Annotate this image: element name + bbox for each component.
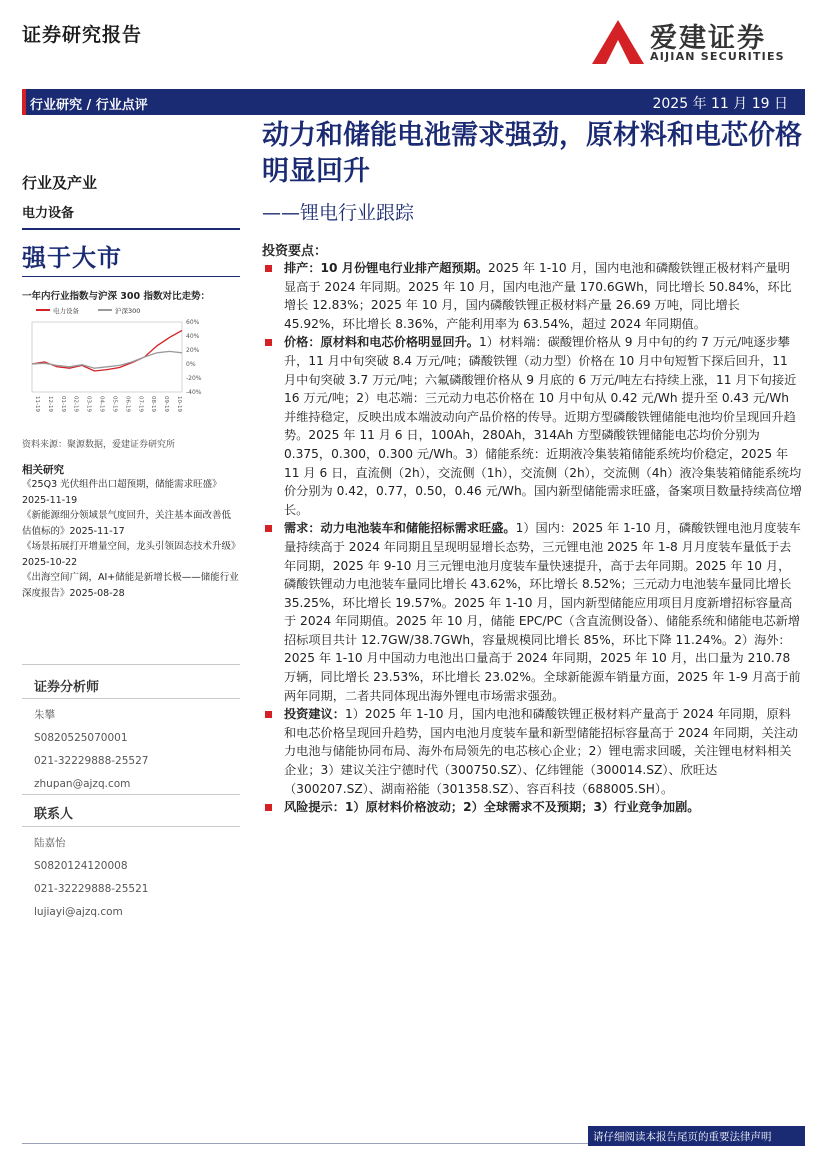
related-research-item[interactable]: 《出海空间广阔，AI+储能是新增长极——储能行业深度报告》2025-08-28	[22, 572, 239, 599]
analyst-phone: 021-32229888-25527	[34, 755, 149, 767]
related-research-heading: 相关研究	[22, 464, 64, 476]
divider	[22, 276, 240, 277]
analyst-info	[34, 704, 148, 796]
key-point	[262, 333, 802, 519]
x-tick-label: 05-19	[111, 396, 118, 412]
analyst-license: S0820525070001	[34, 732, 128, 744]
report-title: 动力和储能电池需求强劲，原材料和电芯价格明显回升	[262, 120, 802, 187]
y-tick-label: 20%	[186, 347, 200, 354]
key-point-body: 2025 年 1-10 月，国内电池和磷酸铁锂正极材料产量明显高于 2024 年同期。2025 年 10 月，国内电池产量 170.6GWh，同比增长 50.84%，环比增长 12.83%；2025 年 10 月，国内磷酸铁锂正极材料产量 26.69 万吨，同比增长 45.92%，环比增长 8.36%，产能利用率为 63.54%，超过 2024 年同期值。	[284, 261, 792, 331]
key-point-body: 1）材料端：碳酸锂价格从 9 月中旬的约 7 万元/吨逐步攀升，11 月中旬突破 8.4 万元/吨；磷酸铁锂（动力型）价格在 10 月中旬短暂下探后回升，11 月中旬突破 3.7 万元/吨；六氟磷酸锂价格从 9 月底的 6 万元/吨左右持续上涨，11 月下旬接近 16 万元/吨；2）电芯端：三元动力电芯价格在 10 月中旬从 0.42 元/Wh 提升至 0.43 元/Wh 并维持稳定，反映出成本端波动向产品价格的传导。近期方型磷酸铁锂储能电池均价呈现回升趋势。2025 年 11 月 6 日，100Ah，280Ah，314Ah 方型磷酸铁锂储能电芯均价分别为 0.375，0.300，0.300 元/Wh。3）储能系统：近期液冷集装箱储能系统均价稳定，2025 年 11 月 6 日，直流侧（2h），交流侧（1h），交流侧（2h），交流侧（4h）液冷集装箱储能系统均价分别为 0.42，0.77，0.50，0.46 元/Wh。国内新型储能需求旺盛，备案项目数量持续高位增长。	[284, 335, 802, 517]
related-research-item[interactable]: 《25Q3 光伏组件出口超预期，储能需求旺盛》2025-11-19	[22, 479, 222, 506]
contact-license: S0820124120008	[34, 860, 128, 872]
key-point-body: 1）国内：2025 年 1-10 月，磷酸铁锂电池月度装车量持续高于 2024 年同期且呈现明显增长态势，三元锂电池 2025 年 1-8 月月度装车量低于去年同期，2025 年 9-10 月三元锂电池月度装车量快速提升，高于去年同期。2025 年 10 月，磷酸铁锂动力电池装车量同比增长 43.62%，环比增长 8.52%；三元动力电池装车量同比增长 35.25%，环比增长 19.57%。2025 年 1-10 月，国内新型储能应用项目月度新增招标容量高于 2024 年同期值。2025 年 10 月，储能 EPC/PC（含直流侧设备）、储能系统和储能电芯新增招标项目共计 12.7GW/38.7GWh，容量规模同比增长 85%，环比下降 11.24%。2）海外：2025 年 1-10 月中国动力电池出口量高于 2024 年同期，2025 年 10 月，出口量为 210.78 万辆，同比增长 23.53%，环比增长 23.02%。全球新能源车销量方面，2025 年 1-9 月高于前两年同期，二者共同体现出海外锂电市场需求强劲。	[284, 521, 801, 703]
x-tick-label: 06-19	[124, 396, 131, 412]
key-point-lead: 投资建议：	[284, 707, 345, 722]
key-point-lead: 风险提示：1）原材料价格波动；2）全球需求不及预期；3）行业竞争加剧。	[284, 800, 700, 815]
key-points-heading: 投资要点：	[262, 244, 328, 259]
contact-name: 陆嘉怡	[34, 837, 66, 849]
rating: 强于大市	[22, 244, 122, 272]
chart-frame	[32, 322, 182, 392]
x-tick-label: 10-19	[176, 396, 182, 412]
y-tick-label: -20%	[186, 375, 202, 382]
divider	[22, 664, 240, 665]
contact-phone: 021-32229888-25521	[34, 883, 149, 895]
report-category: 行业研究 / 行业点评	[30, 98, 148, 113]
brand-name-cn: 爱建证券	[650, 23, 766, 54]
x-tick-label: 01-19	[59, 396, 66, 412]
brand-name-en: AIJIAN SECURITIES	[650, 50, 785, 63]
report-date: 2025 年 11 月 19 日	[652, 96, 788, 112]
header-bar-accent	[22, 89, 26, 115]
sector-label: 行业及产业	[22, 174, 98, 192]
x-tick-label: 04-19	[98, 396, 105, 412]
performance-chart	[22, 300, 240, 430]
analyst-name: 朱攀	[34, 709, 55, 721]
divider	[22, 228, 240, 230]
related-research-item[interactable]: 《场景拓展打开增量空间，龙头引领固态技术升级》2025-10-22	[22, 541, 236, 568]
analyst-heading: 证券分析师	[34, 680, 100, 695]
key-point-body: 1）2025 年 1-10 月，国内电池和磷酸铁锂正极材料产量高于 2024 年同期，原料和电芯价格呈现回升趋势，国内电池月度装车量和新型储能招标容量高于 2024 年同期，关注动力电池与储能协同布局、海外布局领先的电芯核心企业；2）锂电需求回暖，关注锂电材料相关企业；3）建议关注宁德时代（300750.SZ）、亿纬锂能（300014.SZ）、欣旺达（300207.SZ）、湖南裕能（301358.SZ）、容百科技（688005.SH）。	[284, 707, 799, 796]
report-subtitle: ——锂电行业跟踪	[262, 202, 415, 224]
contact-heading: 联系人	[34, 807, 74, 822]
aijian-logo-icon	[590, 18, 646, 66]
chart-title: 一年内行业指数与沪深 300 指数对比走势：	[22, 291, 210, 302]
y-tick-label: 60%	[186, 319, 200, 326]
key-point-lead: 价格：原材料和电芯价格明显回升。	[284, 335, 479, 350]
divider	[22, 826, 240, 827]
x-tick-label: 03-19	[85, 396, 92, 412]
key-point	[262, 798, 802, 817]
key-point	[262, 519, 802, 705]
footer-notice[interactable]: 请仔细阅读本报告尾页的重要法律声明	[593, 1131, 772, 1143]
y-tick-label: 0%	[186, 361, 196, 368]
x-tick-label: 02-19	[72, 396, 79, 412]
analyst-email[interactable]: zhupan@ajzq.com	[34, 778, 131, 790]
document-type: 证券研究报告	[22, 24, 143, 46]
y-tick-label: 40%	[186, 333, 200, 340]
chart-source: 资料来源：聚源数据，爱建证券研究所	[22, 440, 176, 450]
legend-label: 沪深300	[115, 307, 141, 315]
key-points-list	[262, 259, 802, 817]
key-point	[262, 705, 802, 798]
related-research-list	[22, 477, 240, 601]
contact-info	[34, 832, 148, 924]
divider	[22, 794, 240, 795]
x-tick-label: 12-19	[46, 396, 53, 412]
sector-name: 电力设备	[22, 206, 75, 221]
y-tick-label: -40%	[186, 389, 202, 396]
key-point-lead: 排产：10 月份锂电行业排产超预期。	[284, 261, 489, 275]
related-research-item[interactable]: 《新能源细分领域景气度回升，关注基本面改善低估值标的》2025-11-17	[22, 510, 232, 537]
contact-email[interactable]: lujiayi@ajzq.com	[34, 906, 123, 918]
x-tick-label: 09-19	[163, 396, 170, 412]
x-tick-label: 08-19	[150, 396, 157, 412]
legend-label: 电力设备	[53, 307, 79, 315]
x-tick-label: 11-19	[34, 396, 40, 412]
x-tick-label: 07-19	[137, 396, 144, 412]
key-point	[262, 259, 802, 333]
divider	[22, 698, 240, 699]
key-point-lead: 需求：动力电池装车和储能招标需求旺盛。	[284, 521, 516, 536]
